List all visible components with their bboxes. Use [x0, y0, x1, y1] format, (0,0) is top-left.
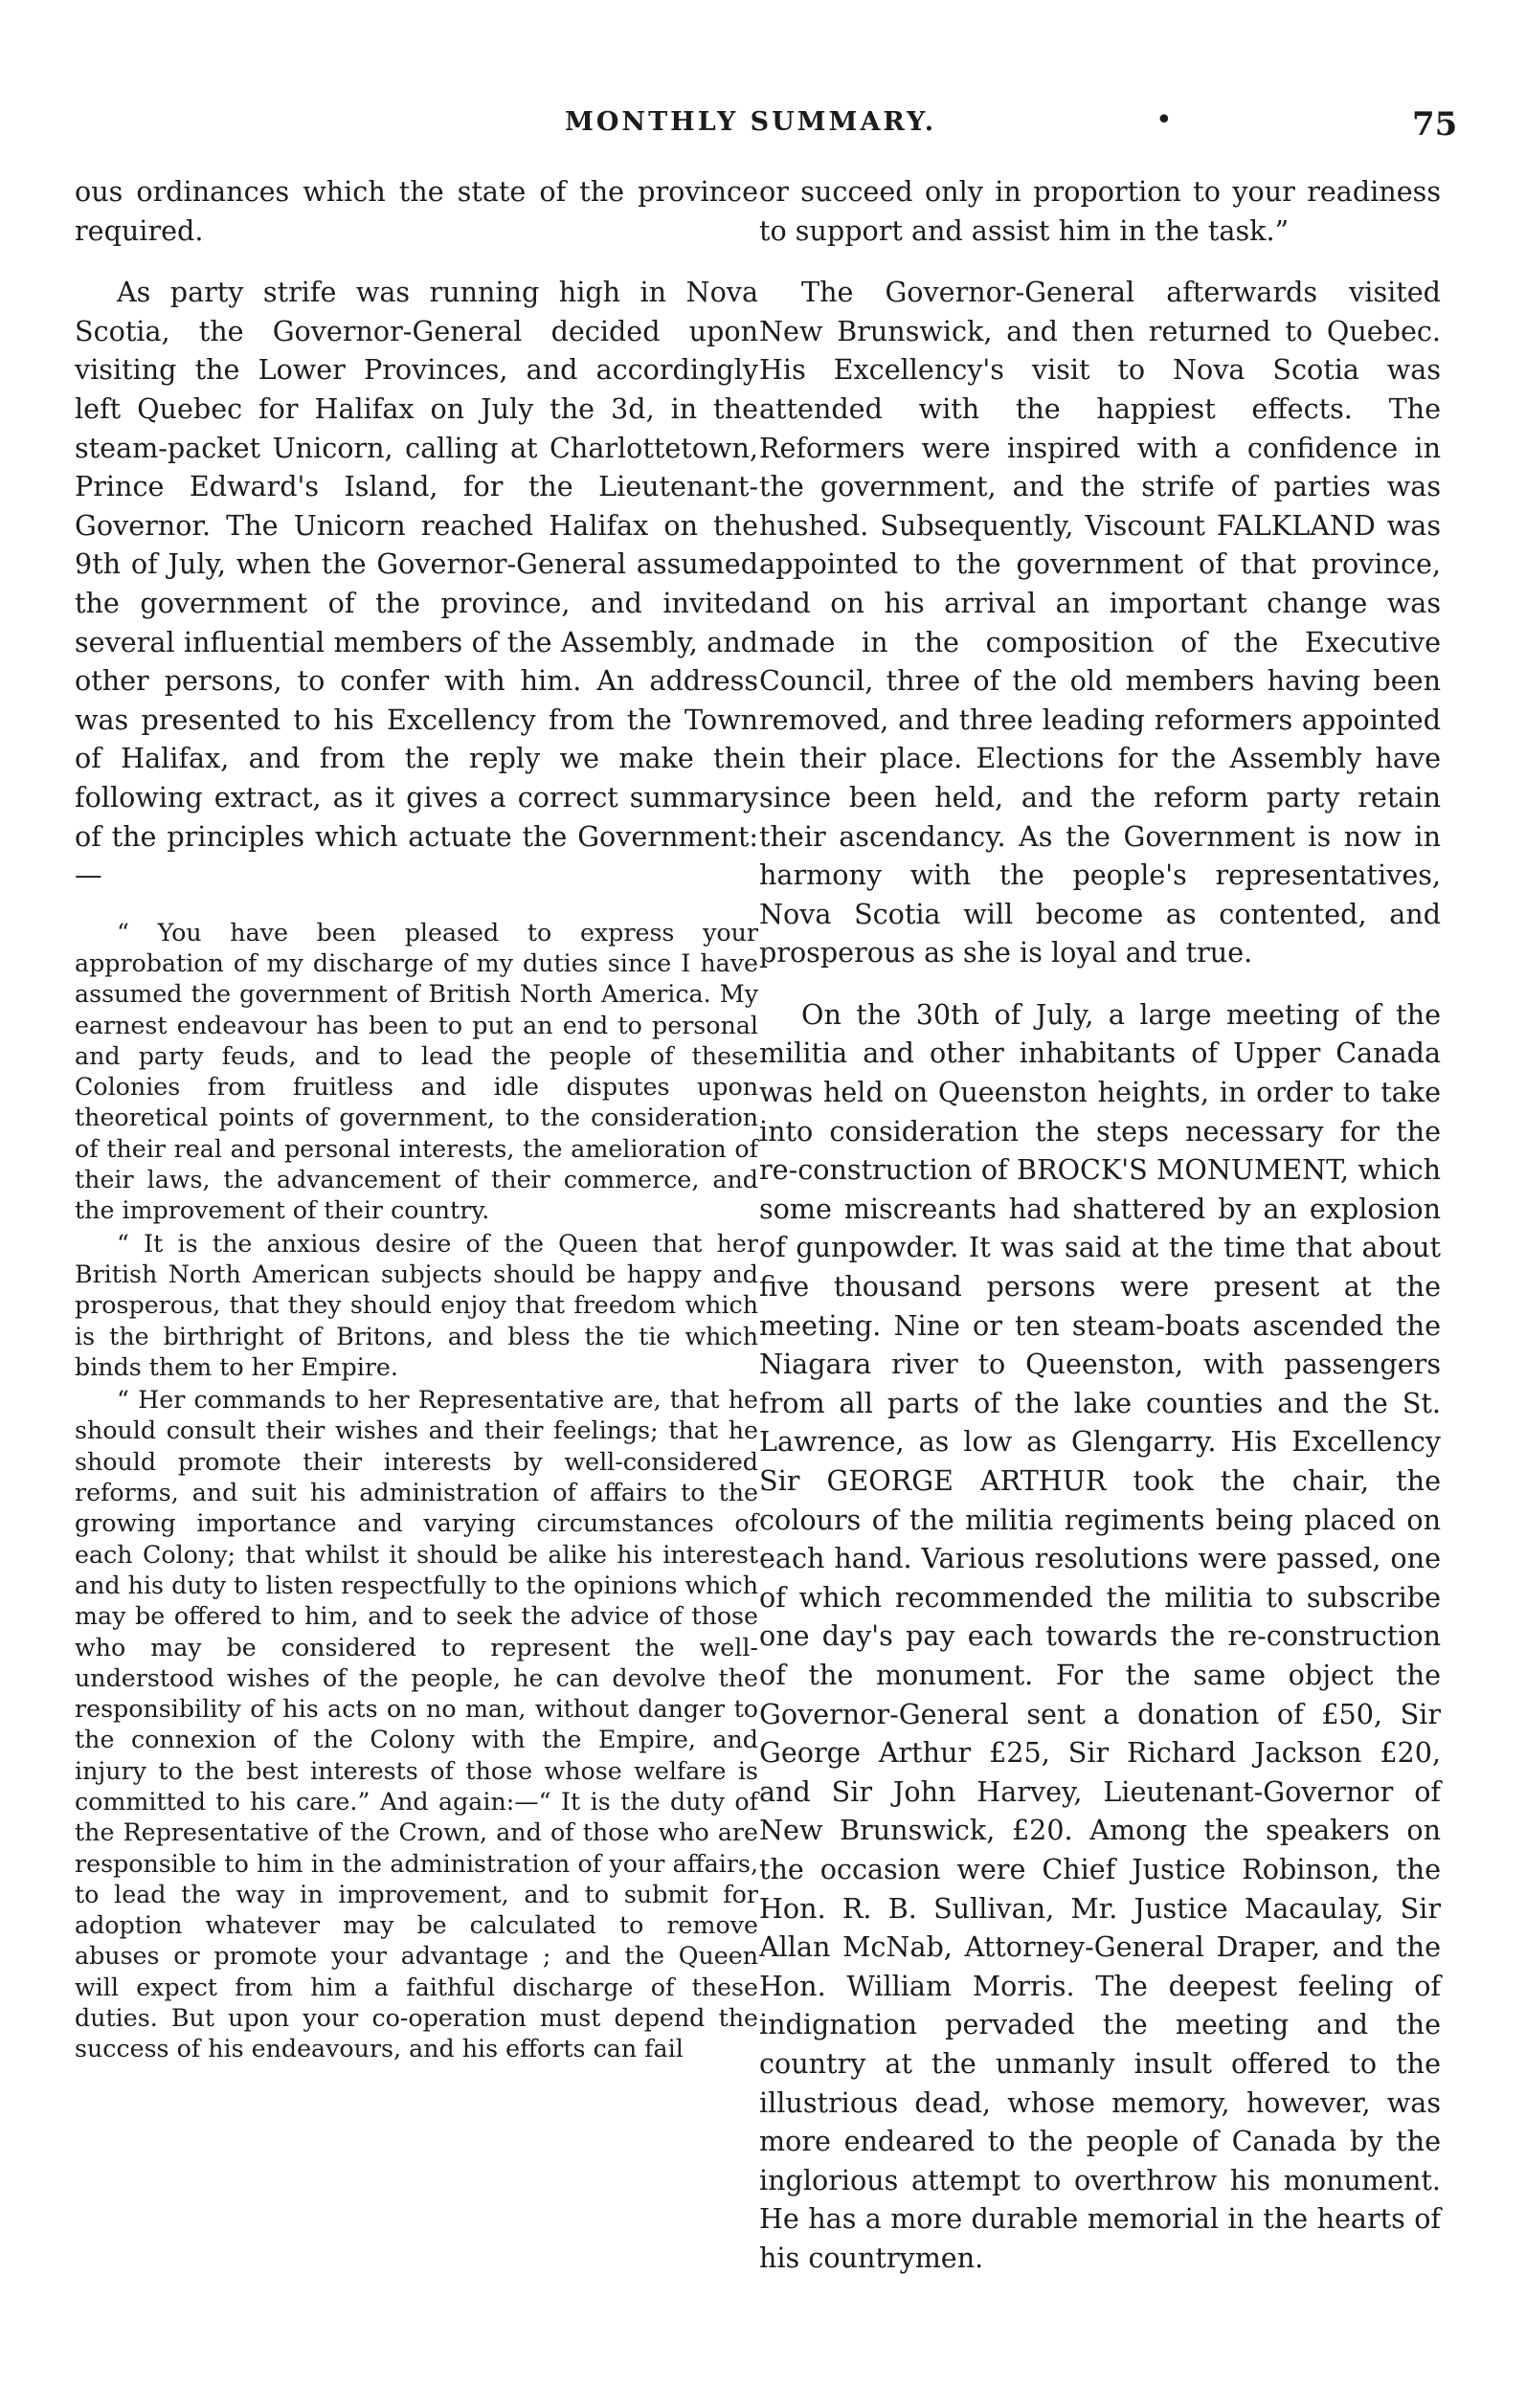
quote-reply-part-1: “ You have been pleased to express your approbation of my discharge of my duties since I have assumed the government of British North America. My earnest endeavour has been to put an end to personal and party feuds, and to lead the people of these Colonies from fruitless and idle disputes upon theoretical points of government, to the consideration of their real and personal interests, the amelioration of their laws, the advancement of their commerce, and the improvement of their country. — [75, 918, 758, 1225]
left-column — [75, 172, 758, 2065]
running-header — [0, 103, 1526, 165]
quote-reply-part-2: “ It is the anxious desire of the Queen that her British North American subjects should be happy and prosperous, that they should enjoy that freedom which is the birthright of Britons, and bless the tie which binds them to her Empire. — [75, 1229, 758, 1381]
page-number: 75 — [1412, 105, 1458, 144]
ornament-dot: • — [1156, 103, 1173, 137]
right-column — [759, 172, 1441, 2277]
paragraph-new-brunswick: The Governor-General afterwards visited New Brunswick, and then returned to Quebec. His Excellency's visit to Nova Scotia was attended with the happiest effects. The Reformers were inspired with a confidence in the government, and the strife of parties was hushed. Subsequently, Viscount FALKLAND was appointed to the government of that province, and on his arrival an important change was made in the composition of the Executive Council, three of the old members having been removed, and three leading reformers appointed in their place. Elections for the Assembly have since been held, and the reform party retain their ascendancy. As the Government is now in harmony with the people's representatives, Nova Scotia will become as contented, and prosperous as she is loyal and true. — [759, 276, 1441, 970]
paragraph-brocks-monument: On the 30th of July, a large meeting of the militia and other inhabitants of Upper Canada was held on Queenston heights, in order to take into consideration the steps necessary for the re-construction of BROCK'S MONUMENT, which some miscreants had shattered by an explosion of gunpowder. It was said at the time that about five thousand persons were present at the meeting. Nine or ten steam-boats ascended the Niagara river to Queenston, with passengers from all parts of the lake counties and the St. Lawrence, as low as Glengarry. His Excellency Sir GEORGE ARTHUR took the chair, the colours of the militia regiments being placed on each hand. Various resolutions were passed, one of which recommended the militia to subscribe one day's pay each towards the re-construction of the monument. For the same object the Governor-General sent a donation of £50, Sir George Arthur £25, Sir Richard Jackson £20, and Sir John Harvey, Lieutenant-Governor of New Brunswick, £20. Among the speakers on the occasion were Chief Justice Robinson, the Hon. R. B. Sullivan, Mr. Justice Macaulay, Sir Allan McNab, Attorney-General Draper, and the Hon. William Morris. The deepest feeling of indignation pervaded the meeting and the country at the unmanly insult offered to the illustrious dead, whose memory, however, was more endeared to the people of Canada by the inglorious attempt to overthrow his monument. He has a more durable memorial in the hearts of his countrymen. — [759, 997, 1441, 2274]
paragraph-nova-scotia-visit: As party strife was running high in Nova Scotia, the Governor-General decided upon visiting the Lower Provinces, and accordingly left Quebec for Halifax on July the 3d, in the steam-packet Unicorn, calling at Charlottetown, Prince Edward's Island, for the Lieutenant-Governor. The Unicorn reached Halifax on the 9th of July, when the Governor-General assumed the government of the province, and invited several influential members of the Assembly, and other persons, to confer with him. An address was presented to his Excellency from the Town of Halifax, and from the reply we make the following extract, as it gives a correct summary of the principles which actuate the Government:— — [75, 276, 758, 892]
paragraph-continued: ous ordinances which the state of the province required. — [75, 175, 758, 247]
quote-conclusion: or succeed only in proportion to your readiness to support and assist him in the task.” — [759, 175, 1441, 247]
quote-reply-part-3: “ Her commands to her Representative are, that he should consult their wishes and their feelings; that he should promote their interests by well-considered reforms, and suit his administration of affairs to the growing importance and varying circumstances of each Colony; that whilst it should be alike his interest and his duty to listen respectfully to the opinions which may be offered to him, and to seek the advice of those who may be considered to represent the well-understood wishes of the people, he can devolve the responsibility of his acts on no man, without danger to the connexion of the Colony with the Empire, and injury to the best interests of those whose welfare is committed to his care.” And again:—“ It is the duty of the Representative of the Crown, and of those who are responsible to him in the administration of your affairs, to lead the way in improvement, and to submit for adoption whatever may be calculated to remove abuses or promote your advantage ; and the Queen will expect from him a faithful discharge of these duties. But upon your co-operation must depend the success of his endeavours, and his efforts can fail — [75, 1386, 758, 2063]
running-title: MONTHLY SUMMARY. — [565, 107, 937, 137]
